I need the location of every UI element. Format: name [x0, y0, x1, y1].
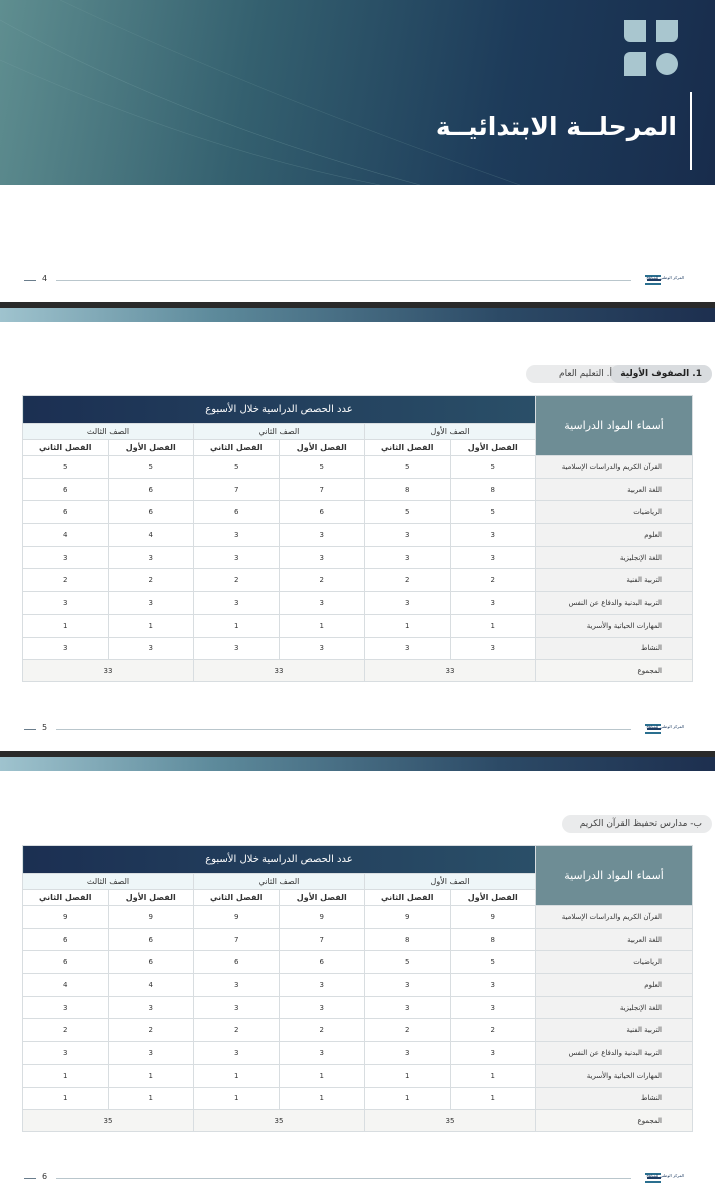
total-row — [23, 1110, 693, 1132]
period-count-cell: 6 — [108, 928, 194, 951]
section-breadcrumb — [526, 365, 712, 383]
period-count-cell: 9 — [108, 906, 194, 929]
total-cell: 35 — [365, 1110, 536, 1132]
subjects-header: أسماء المواد الدراسية — [536, 396, 693, 456]
table-body — [23, 456, 693, 682]
period-count-cell: 2 — [194, 569, 280, 592]
period-count-cell: 1 — [450, 614, 536, 637]
period-count-cell: 2 — [450, 569, 536, 592]
total-cell: 35 — [194, 1110, 365, 1132]
period-count-cell: 7 — [279, 478, 365, 501]
subject-cell: اللغة الإنجليزية — [536, 546, 693, 569]
period-count-cell: 6 — [194, 501, 280, 524]
period-count-cell: 3 — [365, 974, 451, 997]
period-count-cell: 8 — [365, 928, 451, 951]
period-count-cell: 5 — [108, 456, 194, 479]
period-count-cell: 2 — [194, 1019, 280, 1042]
period-count-cell: 3 — [279, 637, 365, 660]
period-count-cell: 3 — [23, 637, 109, 660]
period-count-cell: 9 — [194, 906, 280, 929]
grade-2-header: الصف الثاني — [194, 874, 365, 890]
total-row — [23, 660, 693, 682]
period-count-cell: 1 — [23, 614, 109, 637]
period-count-cell: 3 — [194, 524, 280, 547]
table-row — [23, 996, 693, 1019]
period-count-cell: 6 — [194, 951, 280, 974]
subject-cell: النشاط — [536, 1087, 693, 1110]
subject-cell: العلوم — [536, 974, 693, 997]
period-count-cell: 3 — [279, 1042, 365, 1065]
page-number: 5 — [42, 723, 48, 732]
semester-header: الفصل الأول — [108, 890, 194, 906]
table-row — [23, 478, 693, 501]
page-footer — [0, 709, 715, 751]
period-count-cell: 3 — [108, 592, 194, 615]
table-row — [23, 637, 693, 660]
table-row — [23, 546, 693, 569]
grade-1-header: الصف الأول — [365, 424, 536, 440]
period-count-cell: 3 — [450, 1042, 536, 1065]
subject-cell: المهارات الحياتية والأسرية — [536, 614, 693, 637]
period-count-cell: 6 — [279, 501, 365, 524]
period-count-cell: 3 — [108, 1042, 194, 1065]
table-row — [23, 1064, 693, 1087]
period-count-cell: 2 — [108, 569, 194, 592]
period-count-cell: 7 — [194, 928, 280, 951]
weekly-periods-header: عدد الحصص الدراسية خلال الأسبوع — [23, 846, 536, 874]
top-band — [0, 308, 715, 322]
period-count-cell: 1 — [279, 1087, 365, 1110]
period-count-cell: 2 — [108, 1019, 194, 1042]
period-count-cell: 9 — [23, 906, 109, 929]
grade-1-header: الصف الأول — [365, 874, 536, 890]
period-count-cell: 5 — [279, 456, 365, 479]
period-count-cell: 3 — [23, 592, 109, 615]
period-count-cell: 1 — [194, 1087, 280, 1110]
subject-cell: الرياضيات — [536, 501, 693, 524]
ncc-logo-icon — [645, 721, 685, 739]
period-count-cell: 3 — [279, 996, 365, 1019]
period-count-cell: 1 — [365, 1087, 451, 1110]
period-count-cell: 5 — [365, 501, 451, 524]
semester-header: الفصل الأول — [108, 440, 194, 456]
period-count-cell: 3 — [194, 546, 280, 569]
period-count-cell: 1 — [450, 1087, 536, 1110]
period-count-cell: 3 — [108, 546, 194, 569]
period-count-cell: 2 — [365, 1019, 451, 1042]
period-count-cell: 3 — [450, 637, 536, 660]
period-count-cell: 5 — [194, 456, 280, 479]
period-count-cell: 3 — [194, 974, 280, 997]
subject-cell: التربية البدنية والدفاع عن النفس — [536, 1042, 693, 1065]
subject-cell: المهارات الحياتية والأسرية — [536, 1064, 693, 1087]
subject-cell: اللغة العربية — [536, 928, 693, 951]
subject-cell: التربية الفنية — [536, 1019, 693, 1042]
subject-cell: الرياضيات — [536, 951, 693, 974]
period-count-cell: 3 — [450, 546, 536, 569]
svg-text:المركز الوطني للمناهج: المركز الوطني للمناهج — [646, 1173, 684, 1178]
period-count-cell: 5 — [365, 951, 451, 974]
period-count-cell: 4 — [23, 524, 109, 547]
period-count-cell: 3 — [108, 637, 194, 660]
period-count-cell: 4 — [108, 524, 194, 547]
table-row — [23, 906, 693, 929]
period-count-cell: 1 — [23, 1087, 109, 1110]
total-cell: 35 — [23, 1110, 194, 1132]
semester-header: الفصل الثاني — [194, 890, 280, 906]
total-cell: 33 — [23, 660, 194, 682]
period-count-cell: 3 — [279, 592, 365, 615]
period-count-cell: 4 — [23, 974, 109, 997]
weekly-periods-header: عدد الحصص الدراسية خلال الأسبوع — [23, 396, 536, 424]
period-count-cell: 3 — [194, 592, 280, 615]
period-count-cell: 3 — [194, 1042, 280, 1065]
grade-2-header: الصف الثاني — [194, 424, 365, 440]
banner-pattern — [0, 0, 715, 185]
page-footer — [0, 1158, 715, 1200]
table-row — [23, 524, 693, 547]
grade-3-header: الصف الثالث — [23, 874, 194, 890]
period-count-cell: 4 — [108, 974, 194, 997]
total-label: المجموع — [536, 660, 693, 682]
period-count-cell: 3 — [450, 524, 536, 547]
table-row — [23, 1019, 693, 1042]
period-count-cell: 3 — [365, 996, 451, 1019]
subjects-header: أسماء المواد الدراسية — [536, 846, 693, 906]
svg-text:المركز الوطني للمناهج: المركز الوطني للمناهج — [646, 724, 684, 729]
period-count-cell: 1 — [450, 1064, 536, 1087]
top-band — [0, 757, 715, 771]
period-count-cell: 3 — [279, 546, 365, 569]
title-accent-bar — [690, 92, 692, 170]
period-count-cell: 3 — [23, 996, 109, 1019]
table-row — [23, 1087, 693, 1110]
period-count-cell: 2 — [365, 569, 451, 592]
period-count-cell: 1 — [279, 614, 365, 637]
period-count-cell: 5 — [450, 456, 536, 479]
semester-header: الفصل الثاني — [365, 440, 451, 456]
title-banner — [0, 0, 715, 185]
period-count-cell: 6 — [108, 501, 194, 524]
period-count-cell: 3 — [450, 592, 536, 615]
period-count-cell: 3 — [365, 546, 451, 569]
page-number: 6 — [42, 1172, 48, 1181]
period-count-cell: 2 — [279, 569, 365, 592]
svg-text:المركز الوطني للمناهج: المركز الوطني للمناهج — [646, 275, 684, 280]
period-count-cell: 6 — [23, 501, 109, 524]
semester-header: الفصل الأول — [279, 440, 365, 456]
total-cell: 33 — [365, 660, 536, 682]
subject-cell: القرآن الكريم والدراسات الإسلامية — [536, 456, 693, 479]
subject-cell: اللغة الإنجليزية — [536, 996, 693, 1019]
section-breadcrumb — [562, 815, 712, 833]
period-count-cell: 6 — [108, 478, 194, 501]
period-count-cell: 5 — [450, 951, 536, 974]
period-count-cell: 6 — [23, 951, 109, 974]
period-count-cell: 1 — [279, 1064, 365, 1087]
ncc-logo-mark — [622, 20, 680, 76]
subject-cell: القرآن الكريم والدراسات الإسلامية — [536, 906, 693, 929]
period-count-cell: 2 — [279, 1019, 365, 1042]
grade-3-header: الصف الثالث — [23, 424, 194, 440]
period-count-cell: 1 — [365, 614, 451, 637]
footer-rule — [56, 1178, 631, 1179]
period-count-cell: 3 — [279, 974, 365, 997]
table-row — [23, 501, 693, 524]
period-count-cell: 3 — [194, 637, 280, 660]
period-count-cell: 3 — [365, 592, 451, 615]
page-6 — [0, 757, 715, 1200]
period-count-cell: 2 — [23, 569, 109, 592]
period-count-cell: 1 — [194, 614, 280, 637]
period-count-cell: 5 — [23, 456, 109, 479]
weekly-periods-table-quran — [22, 845, 693, 1132]
table-row — [23, 928, 693, 951]
period-count-cell: 3 — [108, 996, 194, 1019]
period-count-cell: 6 — [108, 951, 194, 974]
total-cell: 33 — [194, 660, 365, 682]
period-count-cell: 3 — [365, 1042, 451, 1065]
period-count-cell: 1 — [108, 1087, 194, 1110]
period-count-cell: 1 — [194, 1064, 280, 1087]
subject-cell: النشاط — [536, 637, 693, 660]
subject-cell: اللغة العربية — [536, 478, 693, 501]
table-row — [23, 974, 693, 997]
period-count-cell: 3 — [450, 974, 536, 997]
period-count-cell: 1 — [108, 614, 194, 637]
page-footer — [0, 260, 715, 302]
period-count-cell: 9 — [279, 906, 365, 929]
period-count-cell: 2 — [450, 1019, 536, 1042]
page-5 — [0, 308, 715, 751]
semester-header: الفصل الثاني — [23, 890, 109, 906]
period-count-cell: 8 — [365, 478, 451, 501]
table-row — [23, 569, 693, 592]
period-count-cell: 3 — [23, 1042, 109, 1065]
table-row — [23, 951, 693, 974]
period-count-cell: 3 — [450, 996, 536, 1019]
subject-cell: العلوم — [536, 524, 693, 547]
period-count-cell: 7 — [279, 928, 365, 951]
table-row — [23, 456, 693, 479]
table-row — [23, 1042, 693, 1065]
semester-header: الفصل الثاني — [365, 890, 451, 906]
ncc-logo-icon — [645, 1170, 685, 1188]
semester-header: الفصل الثاني — [23, 440, 109, 456]
total-label: المجموع — [536, 1110, 693, 1132]
period-count-cell: 3 — [23, 546, 109, 569]
footer-rule — [56, 280, 631, 281]
period-count-cell: 3 — [194, 996, 280, 1019]
table-body — [23, 906, 693, 1132]
period-count-cell: 6 — [23, 928, 109, 951]
page-4 — [0, 0, 715, 302]
period-count-cell: 9 — [450, 906, 536, 929]
semester-header: الفصل الأول — [450, 440, 536, 456]
period-count-cell: 1 — [365, 1064, 451, 1087]
subject-cell: التربية الفنية — [536, 569, 693, 592]
period-count-cell: 9 — [365, 906, 451, 929]
semester-header: الفصل الأول — [279, 890, 365, 906]
section-sublabel: أ. التعليم العام — [559, 369, 612, 379]
period-count-cell: 1 — [23, 1064, 109, 1087]
period-count-cell: 7 — [194, 478, 280, 501]
period-count-cell: 8 — [450, 928, 536, 951]
page-title: المرحلــة الابتدائيــة — [435, 112, 677, 141]
period-count-cell: 3 — [365, 524, 451, 547]
period-count-cell: 5 — [450, 501, 536, 524]
page-number: 4 — [42, 274, 48, 283]
period-count-cell: 8 — [450, 478, 536, 501]
weekly-periods-table-general — [22, 395, 693, 682]
period-count-cell: 6 — [279, 951, 365, 974]
period-count-cell: 3 — [279, 524, 365, 547]
footer-rule — [56, 729, 631, 730]
period-count-cell: 3 — [365, 637, 451, 660]
period-count-cell: 1 — [108, 1064, 194, 1087]
ncc-logo-icon — [645, 272, 685, 290]
section-label: ب- مدارس تحفيظ القرآن الكريم — [579, 819, 702, 829]
table-row — [23, 614, 693, 637]
period-count-cell: 5 — [365, 456, 451, 479]
table-row — [23, 592, 693, 615]
semester-header: الفصل الأول — [450, 890, 536, 906]
subject-cell: التربية البدنية والدفاع عن النفس — [536, 592, 693, 615]
semester-header: الفصل الثاني — [194, 440, 280, 456]
period-count-cell: 2 — [23, 1019, 109, 1042]
section-label: 1. الصفوف الأولية — [610, 365, 712, 383]
period-count-cell: 6 — [23, 478, 109, 501]
